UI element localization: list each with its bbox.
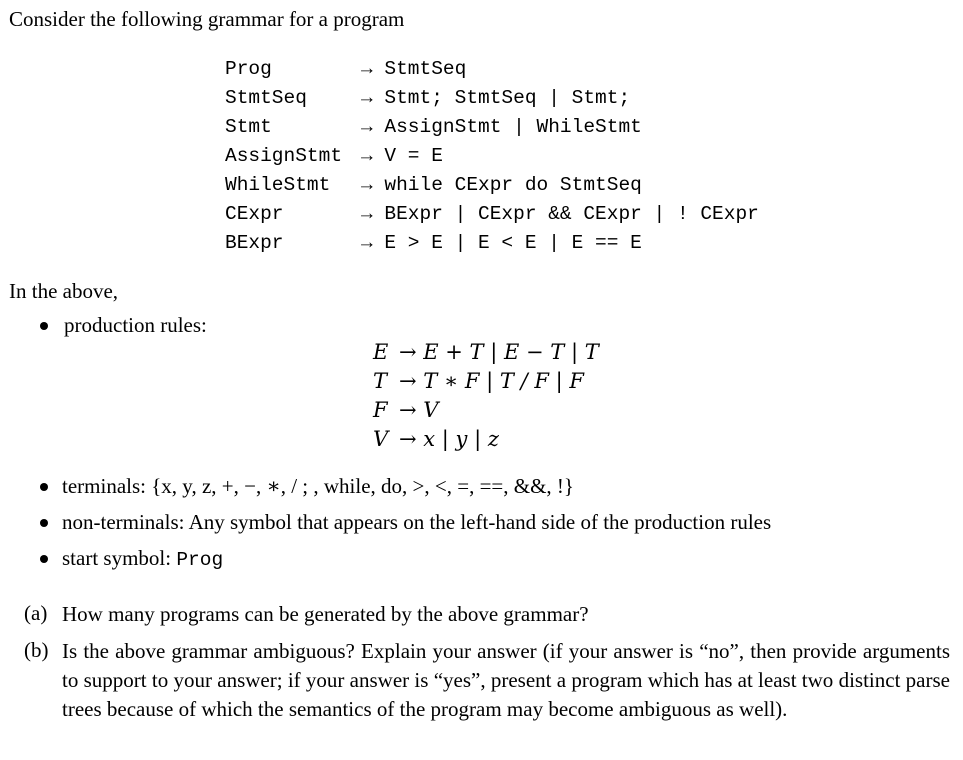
production-rhs: → x | y | z — [399, 427, 499, 451]
bullet-icon — [40, 555, 48, 563]
grammar-lhs: StmtSeq — [225, 87, 307, 109]
start-symbol-label: start symbol: — [62, 546, 177, 570]
grammar-lhs: BExpr — [225, 232, 284, 254]
production-lhs: T — [373, 369, 388, 393]
grammar-rhs: → V = E — [361, 145, 443, 167]
non-terminals-text: non-terminals: Any symbol that appears on the left-hand side of the production rules — [62, 510, 772, 534]
grammar-rhs: → AssignStmt | WhileStmt — [361, 116, 642, 138]
production-lhs: F — [373, 398, 388, 422]
grammar-rhs: → BExpr | CExpr && CExpr | ! CExpr — [361, 203, 759, 225]
grammar-rhs: → E > E | E < E | E == E — [361, 232, 642, 254]
production-rhs: → V — [399, 398, 439, 422]
in-above-text: In the above, — [9, 279, 119, 303]
question-text: How many programs can be generated by the above grammar? — [62, 602, 589, 626]
start-symbol-line — [62, 546, 223, 571]
production-lhs: V — [373, 427, 389, 451]
production-rhs: → E + T | E − T | T — [399, 340, 599, 364]
grammar-lhs: CExpr — [225, 203, 284, 225]
question-label: (b) — [24, 638, 49, 662]
grammar-lhs: Prog — [225, 58, 272, 80]
production-rules-label: production rules: — [64, 313, 207, 337]
grammar-lhs: WhileStmt — [225, 174, 331, 196]
production-lhs: E — [373, 340, 389, 364]
bullet-icon — [40, 322, 48, 330]
intro-text: Consider the following grammar for a program — [9, 7, 405, 31]
production-rhs: → T ∗ F | T / F | F — [399, 369, 584, 393]
grammar-lhs: Stmt — [225, 116, 272, 138]
terminals-text: terminals: {x, y, z, +, −, ∗, / ; , while, do, >, <, =, ==, &&, !} — [62, 474, 575, 498]
grammar-lhs: AssignStmt — [225, 145, 343, 167]
bullet-icon — [40, 519, 48, 527]
question-label: (a) — [24, 601, 48, 625]
grammar-rhs: → Stmt; StmtSeq | Stmt; — [361, 87, 631, 109]
question-text: Is the above grammar ambiguous? Explain your answer (if your answer is “no”, then provide arguments to support to your answer; if your answer is “yes”, present a program which has at least two distinct parse trees because of which the semantics of the program may become ambiguous as well). — [62, 639, 950, 721]
start-symbol-value: Prog — [176, 549, 224, 571]
grammar-rhs: → StmtSeq — [361, 58, 467, 80]
grammar-rhs: → while CExpr do StmtSeq — [361, 174, 642, 196]
bullet-icon — [40, 483, 48, 491]
